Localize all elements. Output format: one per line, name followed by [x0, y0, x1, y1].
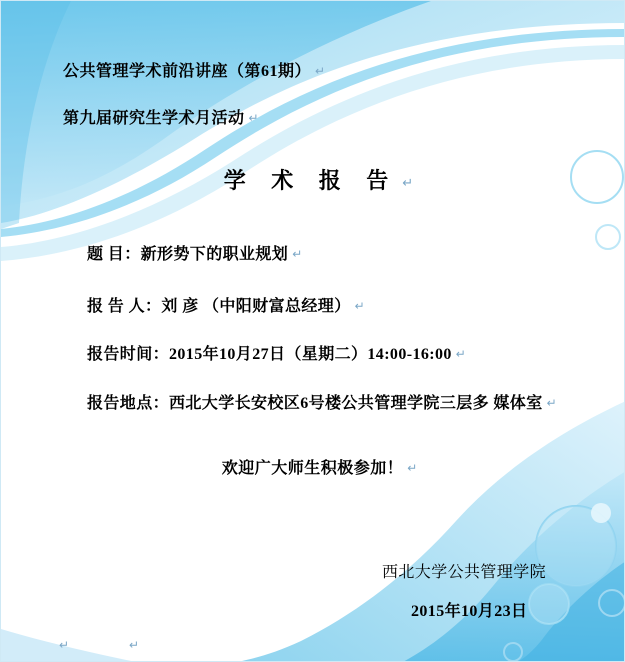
- field-location: [87, 390, 557, 413]
- header-line-1-text: 公共管理学术前沿讲座（第61期）: [63, 63, 312, 80]
- pilcrow-mark: ↵: [402, 175, 414, 190]
- signature-organization-text: 西北大学公共管理学院: [382, 564, 547, 581]
- pilcrow-mark-bottom-1: ↵: [59, 638, 70, 652]
- document-title-text: 学 术 报 告: [223, 168, 399, 193]
- field-time-text: 报告时间：2015年10月27日（星期二）14:00-16:00: [87, 346, 452, 363]
- pilcrow-mark: ↵: [292, 247, 303, 261]
- header-line-2-text: 第九届研究生学术月活动: [63, 110, 245, 127]
- header-line-1: [63, 58, 325, 81]
- signature-organization: [382, 559, 546, 582]
- pilcrow-mark: ↵: [354, 299, 365, 313]
- signature-date-text: 2015年10月23日: [411, 603, 528, 620]
- signature-date: [411, 598, 527, 621]
- pilcrow-mark-bottom-2: ↵: [129, 638, 140, 652]
- pilcrow-mark: ↵: [248, 111, 259, 125]
- field-topic-text: 题 目：新形势下的职业规划: [87, 246, 289, 263]
- header-line-2: [63, 105, 259, 128]
- pilcrow-mark: ↵: [315, 64, 326, 78]
- document-content: [1, 1, 625, 662]
- field-speaker-text: 报 告 人：刘 彦 （中阳财富总经理）: [87, 298, 351, 315]
- welcome-note-text: 欢迎广大师生积极参加！: [221, 460, 404, 477]
- pilcrow-mark: ↵: [455, 347, 466, 361]
- pilcrow-mark: ↵: [546, 396, 557, 410]
- field-time: [87, 341, 466, 364]
- field-location-text: 报告地点：西北大学长安校区6号楼公共管理学院三层多 媒体室: [87, 395, 543, 412]
- welcome-note: [1, 455, 625, 478]
- pilcrow-mark: ↵: [407, 461, 418, 475]
- field-topic: [87, 241, 302, 264]
- document-title: [1, 164, 625, 195]
- field-speaker: [87, 293, 365, 316]
